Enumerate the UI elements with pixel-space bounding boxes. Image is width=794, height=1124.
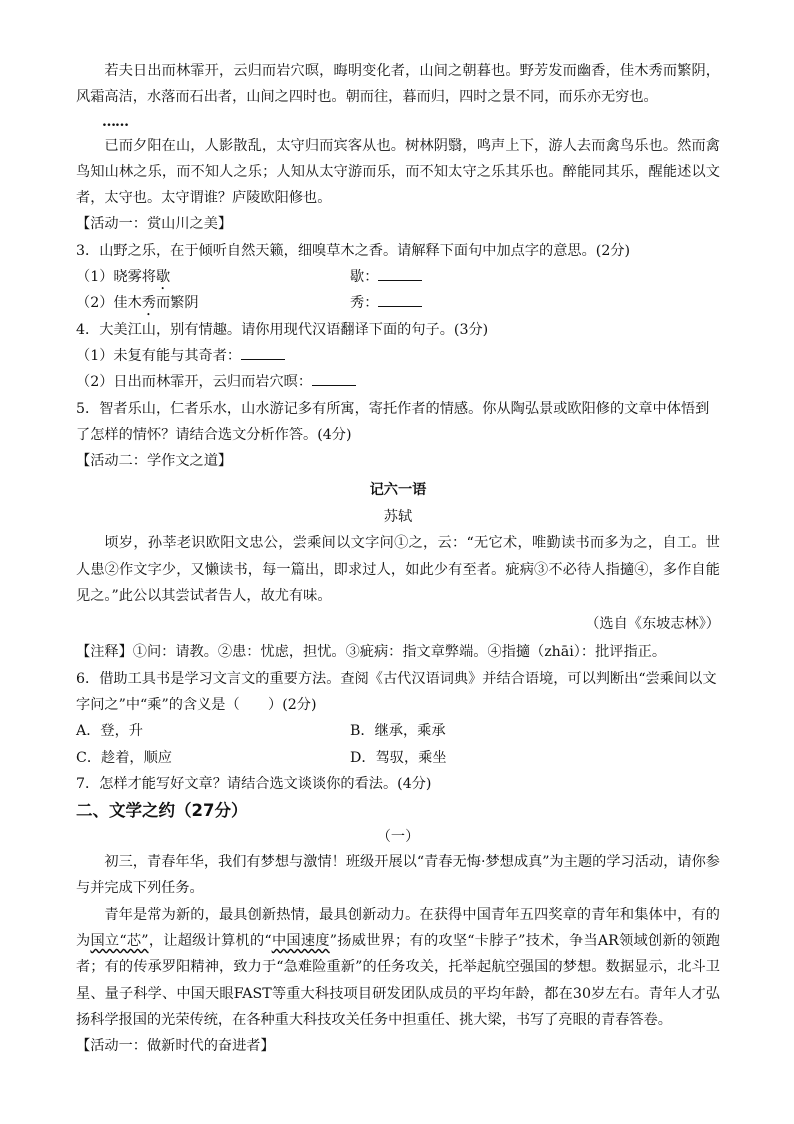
section-2-part-1: （一） (376, 829, 420, 846)
question-3-item-2 (76, 290, 720, 316)
activity-1-heading: 【活动一：赏山川之美】 (76, 216, 233, 233)
passage2-title: 记六一语 (369, 482, 427, 499)
q3-dotted-char-2: 秀 (141, 295, 156, 312)
passage2-author: 苏轼 (383, 509, 413, 526)
passage2-body: 顷岁，孙莘老识欧阳文忠公，尝乘间以文字问①之，云：“无它术，唯勤读书而多为之，自工。世人患②作文字少，又懒读书，每一篇出，即求过人，如此少有至者。疵病③不必待人指擿④，多作自能见之。”此公以其尝试者告人，故尤有味。 (76, 535, 720, 605)
answer-blank[interactable] (312, 371, 356, 386)
question-7-stem: 7．怎样才能写好文章？请结合选文谈谈你的看法。(4分) (76, 775, 432, 792)
passage-ellipsis: …… (102, 113, 128, 130)
wavy-underlined-phrase-1: 国立“芯” (90, 933, 149, 950)
passage2-source: （选自《东坡志林》） (585, 616, 720, 633)
question-4-stem: 4．大美江山，别有情趣。请你用现代汉语翻译下面的句子。(3分) (76, 321, 489, 338)
option-d[interactable]: D．驾驭，乘坐 (350, 749, 447, 766)
section-2-heading: 二、文学之约（27分） (76, 801, 248, 821)
question-6-options-row-2 (76, 745, 720, 771)
passage1-paragraph-2: 已而夕阳在山，人影散乱，太守归而宾客从也。树林阴翳，鸣声上下，游人去而禽鸟乐也。然而禽鸟知山林之乐，而不知人之乐；人知从太守游而乐，而不知太守之乐其乐也。醉能同其乐，醒能述以文者，太守也。太守谓谁？庐陵欧阳修也。 (76, 137, 720, 207)
option-c[interactable]: C．趁着，顺应 (76, 749, 172, 766)
answer-blank[interactable] (378, 266, 422, 281)
section-2-intro: 初三，青春年华，我们有梦想与激情！班级开展以“青春无悔·梦想成真”为主题的学习活动，请你参与并完成下列任务。 (76, 854, 720, 897)
question-6-options-row-1 (76, 718, 720, 744)
passage2-notes: 【注释】①问：请教。②患：忧虑，担忧。③疵病：指文章弊端。④指擿（zhāi）：批评指正。 (76, 644, 667, 661)
section-2-paragraph: 青年是常为新的，最具创新热情，最具创新动力。在获得中国青年五四奖章的青年和集体中，有的为国立“芯”，让超级计算机的“中国速度”扬威世界；有的攻坚“卡脖子”技术，争当AR领域创新的领跑者；有的传承罗阳精神，致力于“急难险重新”的任务攻关，托举起航空强国的梦想。数据显示，北斗卫星、量子科学、中国天眼FAST等重大科技项目研发团队成员的平均年龄，都在30岁左右。青年人才弘扬科学报国的光荣传统，在各种重大科技攻关任务中担重任、挑大梁，书写了亮眼的青春答卷。 (76, 906, 720, 1028)
answer-blank[interactable] (241, 345, 285, 360)
section-2-activity-1-heading: 【活动一：做新时代的奋进者】 (76, 1038, 275, 1055)
wavy-underlined-phrase-2: 中国速度 (271, 933, 330, 950)
option-b[interactable]: B．继承，乘承 (350, 723, 446, 740)
question-5-stem: 5．智者乐山，仁者乐水，山水游记多有所寓，寄托作者的情感。你从陶弘景或欧阳修的文章中体悟到了怎样的情怀？请结合选文分析作答。(4分) (76, 400, 710, 443)
q3-item1-text: （1）晓雾将歇 (76, 269, 171, 286)
q3-dotted-char-1: 歇 (155, 269, 171, 286)
question-4-item-1: （1）未复有能与其奇者： (76, 343, 720, 369)
question-6-stem: 6．借助工具书是学习文言文的重要方法。查阅《古代汉语词典》并结合语境，可以判断出“尝乘间以文字问之”中“乘”的含义是（ ）(2分) (76, 670, 717, 713)
question-3-item-1 (76, 264, 720, 290)
activity-2-heading: 【活动二：学作文之道】 (76, 453, 233, 470)
exam-page (76, 58, 720, 1060)
question-4-item-2: （2）日出而林霏开，云归而岩穴暝： (76, 369, 720, 395)
q3-item1-answer: 歇： (350, 264, 422, 290)
answer-blank[interactable] (378, 292, 422, 307)
option-a[interactable]: A．登，升 (76, 723, 143, 740)
q3-item2-answer: 秀： (350, 290, 422, 316)
q3-item2-text: （2）佳木秀而繁阴 (76, 295, 199, 312)
passage1-paragraph-1: 若夫日出而林霏开，云归而岩穴暝，晦明变化者，山间之朝暮也。野芳发而幽香，佳木秀而繁阴，风霜高洁，水落而石出者，山间之四时也。朝而往，暮而归，四时之景不同，而乐亦无穷也。 (76, 63, 720, 106)
question-3-stem: 3．山野之乐，在于倾听自然天籁，细嗅草木之香。请解释下面句中加点字的意思。(2分) (76, 242, 631, 259)
